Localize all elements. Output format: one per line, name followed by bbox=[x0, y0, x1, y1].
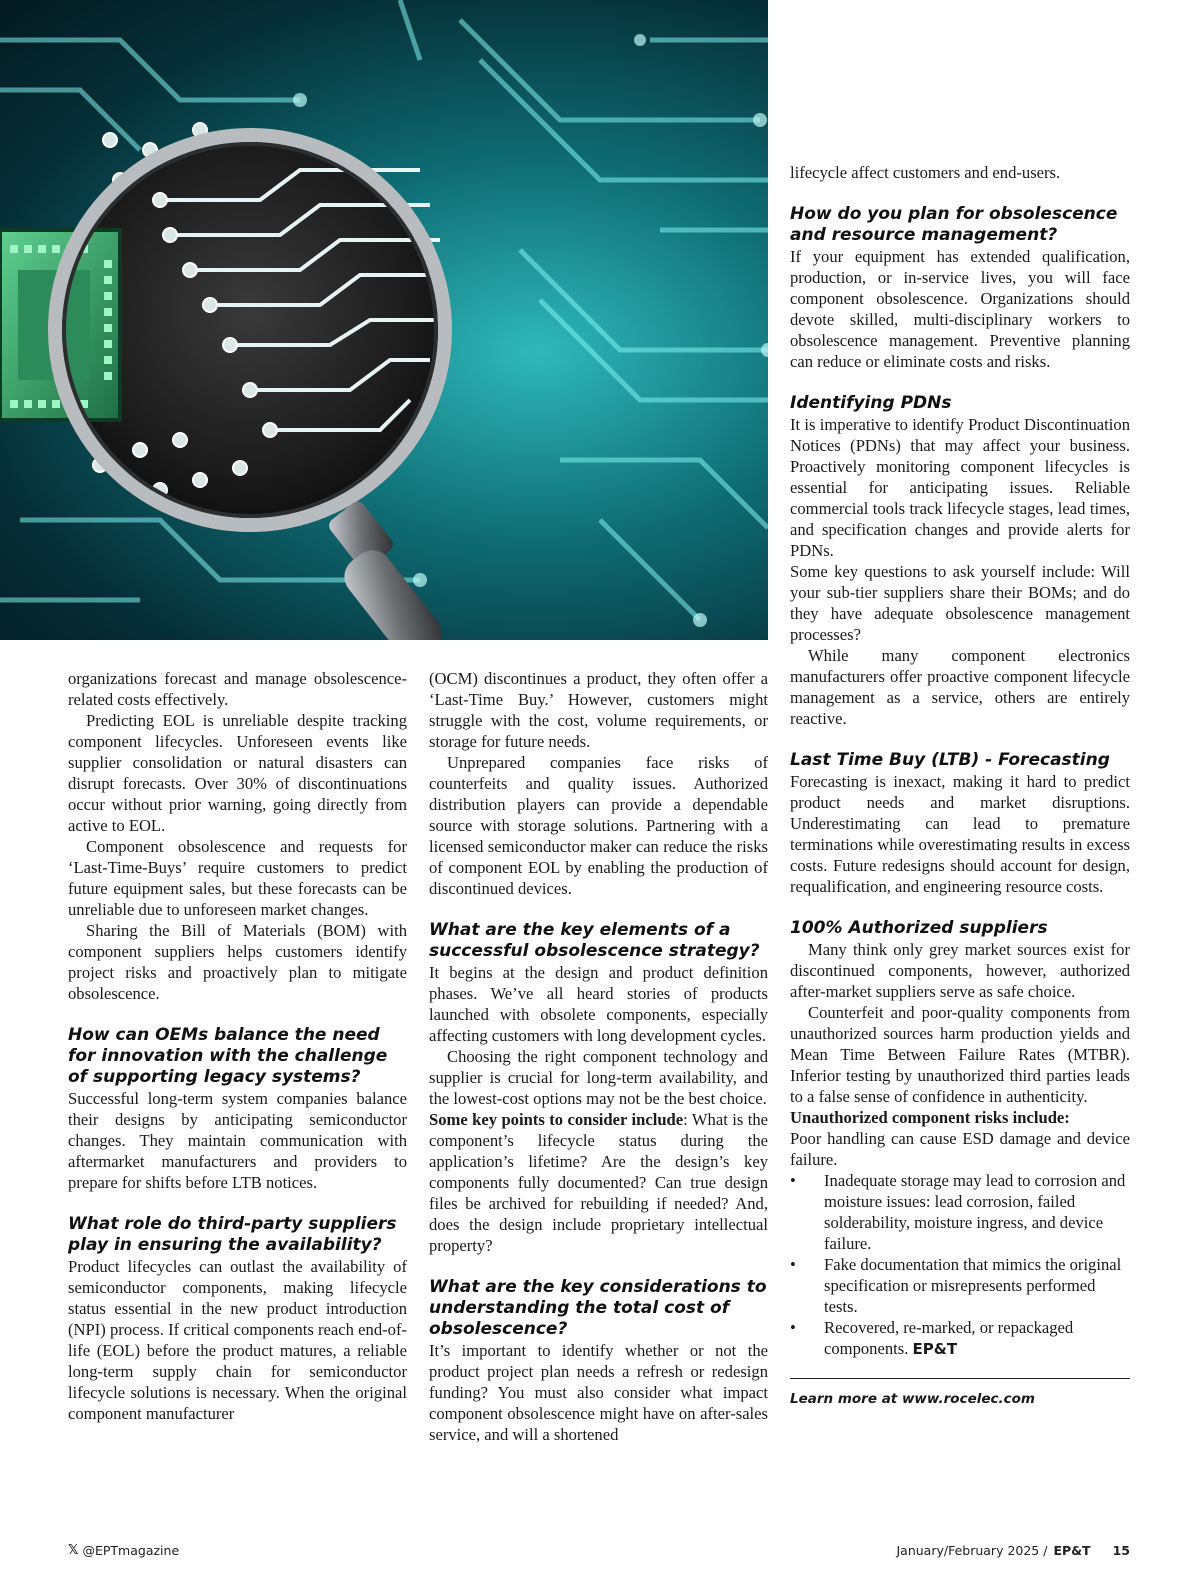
paragraph: While many component electronics manufacturers offer proactive component lifecycle management as a service, others are entirely reactive. bbox=[790, 646, 1130, 728]
list-item-text: Recovered, re-marked, or repackaged components. bbox=[824, 1318, 1074, 1358]
paragraph: It begins at the design and product definition phases. We’ve all heard stories of products launched with obsolete components, especially affecting customers with long development cycles. bbox=[429, 963, 768, 1045]
footer-social bbox=[68, 1543, 179, 1558]
section-heading: 100% Authorized suppliers bbox=[790, 918, 1048, 938]
paragraph: lifecycle affect customers and end-users. bbox=[790, 163, 1061, 182]
paragraph: Unauthorized component risks include: bbox=[790, 1108, 1070, 1127]
end-mark-logo: EP&T bbox=[912, 1340, 958, 1358]
article-column-2 bbox=[429, 668, 768, 1445]
issue-date: January/February 2025 / bbox=[896, 1543, 1048, 1558]
x-logo-icon: 𝕏 bbox=[68, 1543, 79, 1558]
section-heading: What are the key elements of a successful obsolescence strategy? bbox=[429, 920, 760, 961]
publication-name: EP&T bbox=[1053, 1543, 1091, 1558]
paragraph: Unprepared companies face risks of counterfeits and quality issues. Authorized distribution players can provide a dependable source with storage solutions. Partnering with a licensed semiconductor maker can reduce the risks of component EOL by enabling the production of discontinued devices. bbox=[429, 753, 768, 898]
footer-folio bbox=[896, 1543, 1130, 1558]
bold-lead-in: Some key points to consider include bbox=[429, 1110, 684, 1129]
article-column-1 bbox=[68, 668, 407, 1424]
paragraph: (OCM) discontinues a product, they often offer a ‘Last-Time Buy.’ However, customers might struggle with the cost, volume requirements, or storage for future needs. bbox=[429, 669, 768, 751]
paragraph: It’s important to identify whether or not the product project plan needs a refresh or redesign funding? You must also consider what impact component obsolescence might have on after-sales service, and will a shortened bbox=[429, 1341, 768, 1444]
paragraph: Component obsolescence and requests for ‘Last-Time-Buys’ require customers to predict future equipment sales, but these forecasts can be unreliable due to unforeseen market changes. bbox=[68, 837, 407, 919]
section-heading: How do you plan for obsolescence and resource management? bbox=[790, 204, 1118, 245]
paragraph: organizations forecast and manage obsolescence-related costs effectively. bbox=[68, 669, 407, 709]
section-heading: What role do third-party suppliers play in ensuring the availability? bbox=[68, 1214, 397, 1255]
list-item bbox=[790, 1317, 1130, 1360]
hero-image bbox=[0, 0, 768, 640]
section-heading: How can OEMs balance the need for innovation with the challenge of supporting legacy systems? bbox=[68, 1025, 388, 1087]
paragraph: Poor handling can cause ESD damage and device failure. bbox=[790, 1129, 1130, 1169]
article-column-3 bbox=[790, 162, 1130, 1410]
circuit-magnifier-illustration bbox=[0, 0, 768, 640]
paragraph: Some key questions to ask yourself include: Will your sub-tier suppliers share their BOMs; and do they have adequate obsolescence management processes? bbox=[790, 562, 1130, 644]
divider bbox=[790, 1378, 1130, 1379]
paragraph: Counterfeit and poor-quality components from unauthorized sources harm production yields and Mean Time Between Failure Rates (MTBR). Inferior testing by unauthorized third parties leads to a false sense of confidence in authenticity. bbox=[790, 1003, 1130, 1106]
paragraph bbox=[429, 1109, 768, 1256]
section-heading: What are the key considerations to understanding the total cost of obsolescence? bbox=[429, 1277, 767, 1339]
paragraph: Choosing the right component technology and supplier is crucial for long-term availability, and the lowest-cost options may not be the best choice. bbox=[429, 1047, 768, 1108]
list-item: • Fake documentation that mimics the original specification or misrepresents performed tests. bbox=[790, 1254, 1130, 1317]
paragraph-text: : What is the component’s lifecycle status during the application’s lifetime? Are the design’s key components fully documented? Can true design files be archived for rebuilding if needed? And, does the design include proprietary intellectual property? bbox=[429, 1110, 768, 1255]
paragraph: Successful long-term system companies balance their designs by anticipating semiconductor changes. They maintain communication with aftermarket manufacturers and providers to prepare for shifts before LTB notices. bbox=[68, 1089, 407, 1192]
paragraph: It is imperative to identify Product Discontinuation Notices (PDNs) that may affect your business. Proactively monitoring component lifecycles is essential for anticipating issues. Reliable commercial tools track lifecycle stages, lead times, and specification changes and provide alerts for PDNs. bbox=[790, 415, 1130, 560]
paragraph: Product lifecycles can outlast the availability of semiconductor components, making lifecycle status essential in the new product introduction (NPI) process. If critical components reach end-of-life (EOL) before the product matures, a reliable long-term supply chain for semiconductor lifecycle solutions is necessary. When the original component manufacturer bbox=[68, 1257, 407, 1423]
social-handle[interactable]: @EPTmagazine bbox=[82, 1543, 180, 1558]
section-heading: Identifying PDNs bbox=[790, 393, 952, 413]
paragraph: Forecasting is inexact, making it hard to predict product needs and market disruptions. Underestimating can lead to premature terminations while overestimating results in excess costs. Future redesigns should account for design, requalification, and engineering resource costs. bbox=[790, 772, 1130, 896]
risk-list bbox=[790, 1170, 1130, 1360]
paragraph: Predicting EOL is unreliable despite tracking component lifecycles. Unforeseen events like supplier consolidation or natural disasters can disrupt forecasts. Over 30% of discontinuations occur without prior warning, going directly from active to EOL. bbox=[68, 711, 407, 835]
paragraph: If your equipment has extended qualification, production, or in-service lives, you will face component obsolescence. Organizations should devote skilled, multi-disciplinary workers to obsolescence management. Preventive planning can reduce or eliminate costs and risks. bbox=[790, 247, 1130, 371]
learn-more-link[interactable]: Learn more at www.rocelec.com bbox=[790, 1391, 1035, 1407]
page-number: 15 bbox=[1112, 1543, 1130, 1558]
paragraph: Sharing the Bill of Materials (BOM) with component suppliers helps customers identify project risks and proactively plan to mitigate obsolescence. bbox=[68, 921, 407, 1003]
list-item: • Inadequate storage may lead to corrosion and moisture issues: lead corrosion, failed solderability, moisture ingress, and device failure. bbox=[790, 1170, 1130, 1254]
section-heading: Last Time Buy (LTB) - Forecasting bbox=[790, 750, 1110, 770]
paragraph: Many think only grey market sources exist for discontinued components, however, authorized after-market suppliers serve as safe choice. bbox=[790, 940, 1130, 1001]
